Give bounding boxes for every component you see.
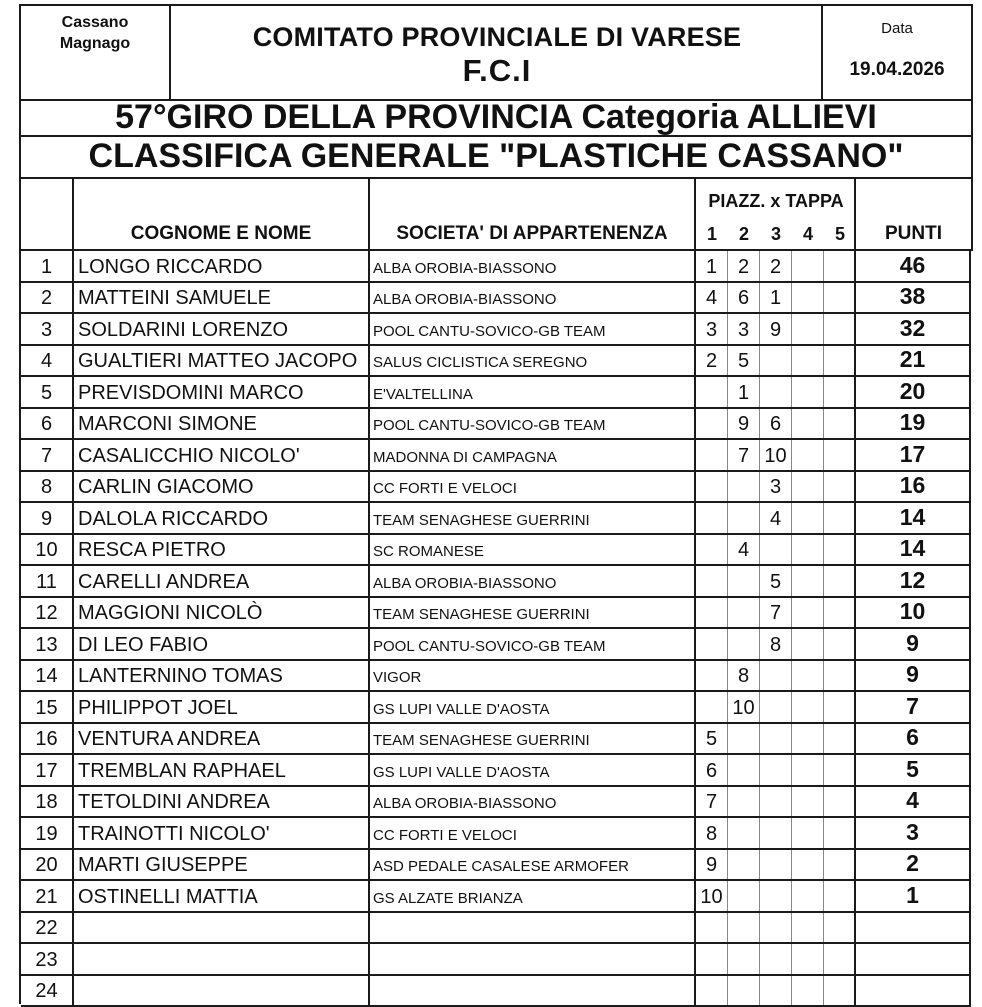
position-cell: 24 <box>21 976 74 1006</box>
stage-1-placing-cell: 7 <box>696 787 728 817</box>
points-cell <box>856 944 969 974</box>
position-cell: 17 <box>21 755 74 785</box>
stage-2-placing-cell <box>728 724 760 754</box>
position-cell: 5 <box>21 377 74 407</box>
federation-name: F.C.I <box>173 53 821 89</box>
rider-name-cell <box>74 976 370 1006</box>
rider-name-cell: SOLDARINI LORENZO <box>74 314 370 344</box>
rider-name-cell: OSTINELLI MATTIA <box>74 881 370 911</box>
stage-5-placing-cell <box>824 535 856 565</box>
points-column-label: PUNTI <box>856 223 971 245</box>
stage-1-placing-cell <box>696 472 728 502</box>
table-row <box>21 283 971 315</box>
table-row <box>21 629 971 661</box>
table-row <box>21 598 971 630</box>
points-cell: 38 <box>856 283 969 313</box>
stage-5-placing-cell <box>824 881 856 911</box>
club-column-label: SOCIETA' DI APPARTENENZA <box>370 223 694 245</box>
stage-5-placing-cell <box>824 598 856 628</box>
stage-3-placing-cell <box>760 850 792 880</box>
date-value: 19.04.2026 <box>823 59 971 81</box>
club-cell: GS LUPI VALLE D'AOSTA <box>370 755 696 785</box>
rider-name-cell: DI LEO FABIO <box>74 629 370 659</box>
points-cell: 1 <box>856 881 969 911</box>
stage-2-placing-cell: 3 <box>728 314 760 344</box>
stage-3-placing-cell <box>760 724 792 754</box>
stage-4-placing-cell <box>792 503 824 533</box>
stage-4-placing-cell <box>792 283 824 313</box>
stage-4-placing-cell <box>792 850 824 880</box>
points-cell: 5 <box>856 755 969 785</box>
club-cell: POOL CANTU-SOVICO-GB TEAM <box>370 629 696 659</box>
stage-5-placing-cell <box>824 787 856 817</box>
stage-5-placing-cell <box>824 566 856 596</box>
stage-3-placing-cell: 6 <box>760 409 792 439</box>
stage-1-placing-cell <box>696 566 728 596</box>
club-cell: GS ALZATE BRIANZA <box>370 881 696 911</box>
position-cell: 7 <box>21 440 74 470</box>
position-cell: 15 <box>21 692 74 722</box>
position-cell: 10 <box>21 535 74 565</box>
stage-5-placing-cell <box>824 314 856 344</box>
stage-3-placing-cell <box>760 535 792 565</box>
stage-1-placing-cell <box>696 692 728 722</box>
stage-2-placing-cell: 8 <box>728 661 760 691</box>
date-label: Data <box>823 20 971 37</box>
table-row <box>21 692 971 724</box>
stage-3-placing-cell: 7 <box>760 598 792 628</box>
points-cell: 3 <box>856 818 969 848</box>
club-cell: TEAM SENAGHESE GUERRINI <box>370 503 696 533</box>
stage-3-placing-cell <box>760 818 792 848</box>
stage-3-placing-cell <box>760 692 792 722</box>
club-cell: POOL CANTU-SOVICO-GB TEAM <box>370 409 696 439</box>
stage-2-placing-cell <box>728 976 760 1006</box>
stage-4-placing-cell <box>792 440 824 470</box>
stage-4-placing-cell <box>792 314 824 344</box>
stage-1-placing-cell: 3 <box>696 314 728 344</box>
stage-4-placing-cell <box>792 598 824 628</box>
stage-1-placing-cell <box>696 598 728 628</box>
stage-4-label: 4 <box>792 224 824 245</box>
stage-1-placing-cell <box>696 377 728 407</box>
rider-name-cell: TETOLDINI ANDREA <box>74 787 370 817</box>
stage-3-placing-cell <box>760 661 792 691</box>
points-cell: 19 <box>856 409 969 439</box>
position-cell: 8 <box>21 472 74 502</box>
position-cell: 19 <box>21 818 74 848</box>
points-cell: 10 <box>856 598 969 628</box>
position-cell: 13 <box>21 629 74 659</box>
stage-4-placing-cell <box>792 881 824 911</box>
rider-name-cell: DALOLA RICCARDO <box>74 503 370 533</box>
club-cell: ALBA OROBIA-BIASSONO <box>370 251 696 281</box>
club-cell: ALBA OROBIA-BIASSONO <box>370 283 696 313</box>
stage-1-placing-cell: 5 <box>696 724 728 754</box>
stage-2-placing-cell <box>728 755 760 785</box>
stages-column-header <box>696 179 856 249</box>
rider-name-cell: CASALICCHIO NICOLO' <box>74 440 370 470</box>
stages-title: PIAZZ. x TAPPA <box>696 191 856 212</box>
points-cell: 4 <box>856 787 969 817</box>
table-row <box>21 976 971 1007</box>
stage-4-placing-cell <box>792 251 824 281</box>
table-row <box>21 724 971 756</box>
position-cell: 4 <box>21 346 74 376</box>
name-column-label: COGNOME E NOME <box>74 223 368 245</box>
points-cell: 9 <box>856 661 969 691</box>
stage-2-placing-cell: 7 <box>728 440 760 470</box>
table-row <box>21 661 971 693</box>
points-cell: 17 <box>856 440 969 470</box>
club-cell: ASD PEDALE CASALESE ARMOFER <box>370 850 696 880</box>
points-cell: 9 <box>856 629 969 659</box>
stage-2-placing-cell: 5 <box>728 346 760 376</box>
rider-name-cell: CARLIN GIACOMO <box>74 472 370 502</box>
stage-2-placing-cell <box>728 598 760 628</box>
club-cell: CC FORTI E VELOCI <box>370 472 696 502</box>
rider-name-cell: VENTURA ANDREA <box>74 724 370 754</box>
stage-4-placing-cell <box>792 377 824 407</box>
stage-5-placing-cell <box>824 377 856 407</box>
stage-2-placing-cell: 10 <box>728 692 760 722</box>
stage-5-placing-cell <box>824 409 856 439</box>
stage-2-label: 2 <box>728 224 760 245</box>
stage-3-placing-cell <box>760 944 792 974</box>
club-cell: SALUS CICLISTICA SEREGNO <box>370 346 696 376</box>
position-cell: 6 <box>21 409 74 439</box>
rider-name-cell: MARTI GIUSEPPE <box>74 850 370 880</box>
stage-4-placing-cell <box>792 913 824 943</box>
stage-5-placing-cell <box>824 692 856 722</box>
table-row <box>21 440 971 472</box>
stage-5-placing-cell <box>824 850 856 880</box>
table-row <box>21 346 971 378</box>
club-cell: POOL CANTU-SOVICO-GB TEAM <box>370 314 696 344</box>
table-row <box>21 535 971 567</box>
stage-1-placing-cell: 1 <box>696 251 728 281</box>
stage-2-placing-cell: 9 <box>728 409 760 439</box>
stage-4-placing-cell <box>792 409 824 439</box>
stage-3-placing-cell: 3 <box>760 472 792 502</box>
points-cell: 21 <box>856 346 969 376</box>
stage-5-placing-cell <box>824 724 856 754</box>
position-cell: 11 <box>21 566 74 596</box>
stage-4-placing-cell <box>792 944 824 974</box>
stage-1-placing-cell: 6 <box>696 755 728 785</box>
club-cell: ALBA OROBIA-BIASSONO <box>370 787 696 817</box>
committee-name: COMITATO PROVINCIALE DI VARESE <box>173 22 821 53</box>
stage-4-placing-cell <box>792 661 824 691</box>
club-cell: CC FORTI E VELOCI <box>370 818 696 848</box>
rider-name-cell: PREVISDOMINI MARCO <box>74 377 370 407</box>
organizer-box <box>21 6 171 99</box>
stage-3-placing-cell <box>760 377 792 407</box>
position-cell: 2 <box>21 283 74 313</box>
classification-title: CLASSIFICA GENERALE "PLASTICHE CASSANO" <box>21 137 971 175</box>
club-cell: TEAM SENAGHESE GUERRINI <box>370 598 696 628</box>
stage-3-placing-cell <box>760 913 792 943</box>
points-cell <box>856 913 969 943</box>
position-cell: 3 <box>21 314 74 344</box>
standings-table <box>21 251 971 1007</box>
rider-name-cell: RESCA PIETRO <box>74 535 370 565</box>
stage-2-placing-cell <box>728 566 760 596</box>
table-row <box>21 881 971 913</box>
stage-5-placing-cell <box>824 472 856 502</box>
stage-4-placing-cell <box>792 346 824 376</box>
stage-3-placing-cell <box>760 755 792 785</box>
points-cell: 46 <box>856 251 969 281</box>
position-cell: 20 <box>21 850 74 880</box>
stage-1-placing-cell <box>696 661 728 691</box>
stage-4-placing-cell <box>792 629 824 659</box>
rider-name-cell: LONGO RICCARDO <box>74 251 370 281</box>
stage-1-placing-cell <box>696 503 728 533</box>
stage-1-placing-cell <box>696 944 728 974</box>
stage-4-placing-cell <box>792 724 824 754</box>
stage-2-placing-cell <box>728 850 760 880</box>
table-row <box>21 944 971 976</box>
date-box <box>823 6 971 99</box>
rider-name-cell: PHILIPPOT JOEL <box>74 692 370 722</box>
stage-5-placing-cell <box>824 629 856 659</box>
organizer-line1: Cassano <box>21 12 169 33</box>
table-row <box>21 503 971 535</box>
points-cell: 7 <box>856 692 969 722</box>
club-cell <box>370 913 696 943</box>
committee-box <box>173 6 823 99</box>
table-row <box>21 787 971 819</box>
table-row <box>21 913 971 945</box>
race-title: 57°GIRO DELLA PROVINCIA Categoria ALLIEVI <box>21 97 971 137</box>
stage-4-placing-cell <box>792 976 824 1006</box>
name-column-header <box>74 179 370 249</box>
club-cell: SC ROMANESE <box>370 535 696 565</box>
stage-2-placing-cell <box>728 818 760 848</box>
header <box>21 4 973 101</box>
stage-3-placing-cell: 5 <box>760 566 792 596</box>
stage-3-placing-cell: 2 <box>760 251 792 281</box>
stage-2-placing-cell <box>728 503 760 533</box>
stage-2-placing-cell <box>728 629 760 659</box>
stage-5-placing-cell <box>824 503 856 533</box>
table-row <box>21 818 971 850</box>
stage-4-placing-cell <box>792 787 824 817</box>
points-cell: 6 <box>856 724 969 754</box>
club-cell <box>370 976 696 1006</box>
rider-name-cell: LANTERNINO TOMAS <box>74 661 370 691</box>
stage-2-placing-cell <box>728 913 760 943</box>
stage-1-label: 1 <box>696 224 728 245</box>
stage-4-placing-cell <box>792 566 824 596</box>
stage-1-placing-cell: 4 <box>696 283 728 313</box>
rider-name-cell <box>74 913 370 943</box>
pos-column-header <box>21 179 74 249</box>
position-cell: 21 <box>21 881 74 911</box>
stage-2-placing-cell: 4 <box>728 535 760 565</box>
stage-1-placing-cell: 10 <box>696 881 728 911</box>
stage-5-label: 5 <box>824 224 856 245</box>
stage-5-placing-cell <box>824 661 856 691</box>
rider-name-cell: TRAINOTTI NICOLO' <box>74 818 370 848</box>
stage-2-placing-cell: 1 <box>728 377 760 407</box>
rider-name-cell: MATTEINI SAMUELE <box>74 283 370 313</box>
stage-3-placing-cell: 10 <box>760 440 792 470</box>
position-cell: 12 <box>21 598 74 628</box>
stage-5-placing-cell <box>824 440 856 470</box>
stage-2-placing-cell <box>728 881 760 911</box>
rider-name-cell <box>74 944 370 974</box>
points-cell: 32 <box>856 314 969 344</box>
rider-name-cell: TREMBLAN RAPHAEL <box>74 755 370 785</box>
title-block <box>21 97 973 179</box>
points-column-header <box>856 179 971 249</box>
stage-4-placing-cell <box>792 535 824 565</box>
stage-4-placing-cell <box>792 472 824 502</box>
club-cell: VIGOR <box>370 661 696 691</box>
stage-1-placing-cell <box>696 535 728 565</box>
stage-5-placing-cell <box>824 944 856 974</box>
stage-5-placing-cell <box>824 755 856 785</box>
rider-name-cell: CARELLI ANDREA <box>74 566 370 596</box>
stage-1-placing-cell <box>696 976 728 1006</box>
stage-1-placing-cell <box>696 629 728 659</box>
stage-2-placing-cell: 2 <box>728 251 760 281</box>
organizer-line2: Magnago <box>21 33 169 54</box>
points-cell <box>856 976 969 1006</box>
table-row <box>21 755 971 787</box>
stage-3-placing-cell: 1 <box>760 283 792 313</box>
stage-3-placing-cell: 9 <box>760 314 792 344</box>
stage-4-placing-cell <box>792 755 824 785</box>
rider-name-cell: MAGGIONI NICOLÒ <box>74 598 370 628</box>
stage-4-placing-cell <box>792 692 824 722</box>
stage-2-placing-cell <box>728 472 760 502</box>
club-cell: ALBA OROBIA-BIASSONO <box>370 566 696 596</box>
club-column-header <box>370 179 696 249</box>
stage-5-placing-cell <box>824 251 856 281</box>
stage-5-placing-cell <box>824 976 856 1006</box>
stage-1-placing-cell <box>696 913 728 943</box>
stage-5-placing-cell <box>824 283 856 313</box>
points-cell: 12 <box>856 566 969 596</box>
stage-3-placing-cell <box>760 976 792 1006</box>
position-cell: 14 <box>21 661 74 691</box>
points-cell: 14 <box>856 535 969 565</box>
points-cell: 14 <box>856 503 969 533</box>
club-cell: E'VALTELLINA <box>370 377 696 407</box>
stage-5-placing-cell <box>824 818 856 848</box>
stage-1-placing-cell <box>696 440 728 470</box>
table-row <box>21 377 971 409</box>
stage-3-placing-cell <box>760 787 792 817</box>
position-cell: 22 <box>21 913 74 943</box>
stage-2-placing-cell: 6 <box>728 283 760 313</box>
stage-4-placing-cell <box>792 818 824 848</box>
classification-sheet <box>19 4 973 1004</box>
club-cell <box>370 944 696 974</box>
points-cell: 20 <box>856 377 969 407</box>
stage-2-placing-cell <box>728 944 760 974</box>
table-row <box>21 566 971 598</box>
position-cell: 9 <box>21 503 74 533</box>
stage-3-placing-cell <box>760 881 792 911</box>
stage-1-placing-cell: 9 <box>696 850 728 880</box>
club-cell: GS LUPI VALLE D'AOSTA <box>370 692 696 722</box>
table-row <box>21 850 971 882</box>
points-cell: 16 <box>856 472 969 502</box>
stage-2-placing-cell <box>728 787 760 817</box>
position-cell: 23 <box>21 944 74 974</box>
stage-1-placing-cell: 8 <box>696 818 728 848</box>
column-header <box>21 179 973 251</box>
table-row <box>21 314 971 346</box>
stage-3-placing-cell: 4 <box>760 503 792 533</box>
stage-1-placing-cell: 2 <box>696 346 728 376</box>
stage-3-placing-cell: 8 <box>760 629 792 659</box>
position-cell: 18 <box>21 787 74 817</box>
stage-3-label: 3 <box>760 224 792 245</box>
rider-name-cell: GUALTIERI MATTEO JACOPO <box>74 346 370 376</box>
club-cell: MADONNA DI CAMPAGNA <box>370 440 696 470</box>
points-cell: 2 <box>856 850 969 880</box>
table-row <box>21 472 971 504</box>
position-cell: 16 <box>21 724 74 754</box>
table-row <box>21 409 971 441</box>
position-cell: 1 <box>21 251 74 281</box>
stage-5-placing-cell <box>824 346 856 376</box>
table-row <box>21 251 971 283</box>
rider-name-cell: MARCONI SIMONE <box>74 409 370 439</box>
stage-3-placing-cell <box>760 346 792 376</box>
stage-1-placing-cell <box>696 409 728 439</box>
stage-5-placing-cell <box>824 913 856 943</box>
club-cell: TEAM SENAGHESE GUERRINI <box>370 724 696 754</box>
